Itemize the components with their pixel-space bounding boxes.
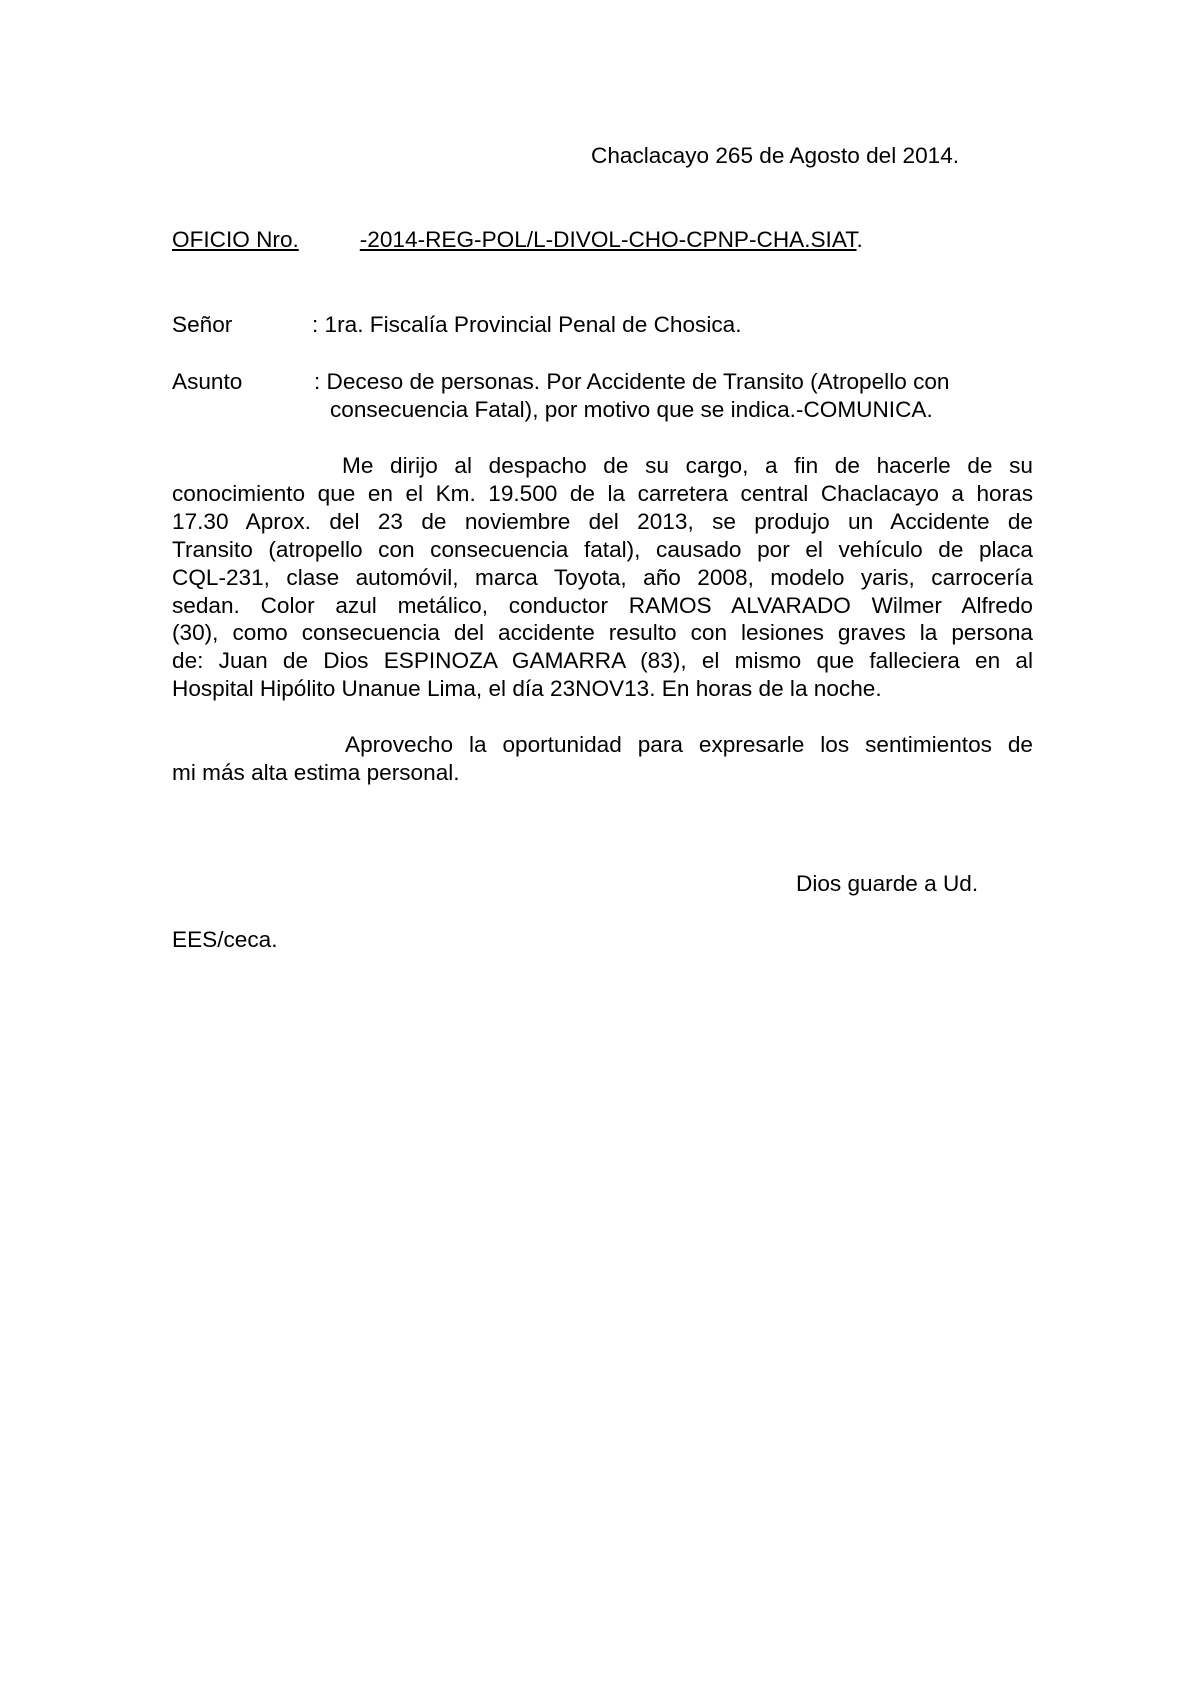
paragraph-line: Me dirijo al despacho de su cargo, a fin de hacerle de su (342, 453, 1033, 478)
oficio-number-line (172, 226, 863, 254)
subject-label: Asunto (172, 369, 243, 394)
body-paragraph-1 (172, 452, 1033, 703)
subject-value-line-1: : Deceso de personas. Por Accidente de Transito (Atropello con (314, 369, 950, 394)
oficio-code: -2014-REG-POL/L-DIVOL-CHO-CPNP-CHA.SIAT (359, 227, 857, 252)
reference-initials: EES/ceca. (172, 927, 278, 952)
paragraph-line: sedan. Color azul metálico, conductor RAMOS ALVARADO Wilmer Alfredo (172, 592, 1033, 618)
oficio-prefix: OFICIO Nro. -2014-REG-POL/L-DIVOL-CHO-CPNP-CHA.SIAT (172, 227, 857, 252)
paragraph-line: Hospital Hipólito Unanue Lima, el día 23NOV13. En horas de la noche. (172, 676, 882, 702)
paragraph-line: Transito (atropello con consecuencia fatal), causado por el vehículo de placa (172, 536, 1033, 562)
paragraph-line: mi más alta estima personal. (172, 759, 460, 785)
subject-value-line-2: consecuencia Fatal), por motivo que se indica.-COMUNICA. (330, 397, 933, 422)
paragraph-line: CQL-231, clase automóvil, marca Toyota, año 2008, modelo yaris, carrocería (172, 564, 1033, 590)
body-paragraph-2 (172, 731, 1033, 787)
paragraph-line: de: Juan de Dios ESPINOZA GAMARRA (83), el mismo que falleciera en al (172, 648, 1033, 674)
recipient-label: Señor (172, 312, 233, 337)
paragraph-line: 17.30 Aprox. del 23 de noviembre del 2013, se produjo un Accidente de (172, 508, 1033, 534)
paragraph-line: conocimiento que en el Km. 19.500 de la carretera central Chaclacayo a horas (172, 480, 1033, 506)
oficio-suffix: . (856, 227, 863, 252)
date-line: Chaclacayo 265 de Agosto del 2014. (591, 143, 960, 168)
recipient-value: : 1ra. Fiscalía Provincial Penal de Chosica. (312, 312, 742, 337)
closing-line: Dios guarde a Ud. (796, 871, 979, 896)
subject-row (172, 368, 1032, 428)
paragraph-line: (30), como consecuencia del accidente resulto con lesiones graves la persona (172, 620, 1033, 646)
paragraph-line: Aprovecho la oportunidad para expresarle los sentimientos de (345, 732, 1033, 757)
